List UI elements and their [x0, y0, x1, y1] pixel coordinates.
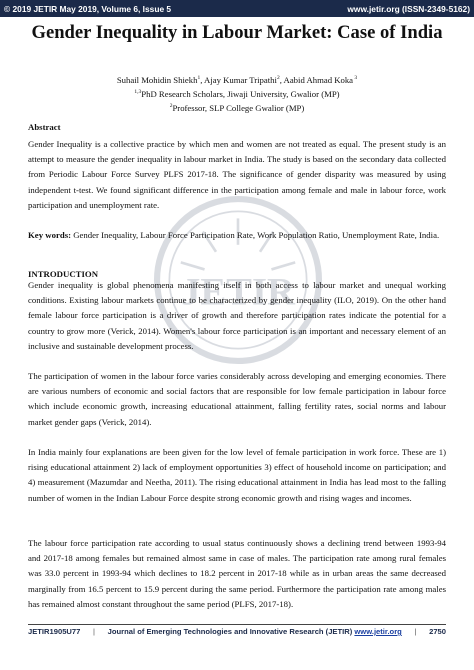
intro-paragraph-2: The participation of women in the labour force varies considerably across developing and emerging economies. There are various numbers of economic and social factors that are responsible for low female participation in labour force which include economic growth, increasing educational attainment, falling fertility rates, social norms and labour market gender gaps (Verick, 2014). — [28, 371, 446, 427]
author-2: , Ajay Kumar Tripathi — [200, 74, 277, 85]
intro-paragraph-4: The labour force participation rate according to usual status continuously shows a declining trend between 1993-94 and 2017-18 among females but remained almost same in case of males. The participation rate among rural females was 33.0 percent in 1993-94 which declines to 18.2 percent in 2017-18 while as in urban areas the same decreased marginally from 16.5 percent to 15.9 percent during the same period. Furthermore the participation rate among males has remained almost constant throughout the same period (PLFS, 2017-18). — [28, 538, 446, 609]
journal-footer — [28, 627, 446, 636]
header-website-issn: www.jetir.org (ISSN-2349-5162) — [347, 3, 470, 14]
footer-journal-text: Journal of Emerging Technologies and Innovative Research (JETIR) — [107, 627, 353, 636]
footer-page-number: 2750 — [429, 627, 446, 636]
footer-website-link[interactable]: www.jetir.org — [354, 627, 402, 636]
author-3: , Aabid Ahmad Koka — [279, 74, 354, 85]
paper-title: Gender Inequality in Labour Market: Case of India — [31, 22, 443, 43]
keywords-text: Gender Inequality, Labour Force Participation Rate, Work Population Ratio, Unemployment Rate, India. — [71, 230, 440, 240]
intro-paragraph-3: In India mainly four explanations are been given for the low level of female participation in work force. These are 1) rising educational attainment 2) lack of employment opportunities 3) effect of household income on participation; and 4) measurement (Mazumdar and Neetha, 2011). The rising educational attainment in India has lead most to the falling number of women in the Indian Labour Force despite strong economic growth and rising wages and incomes. — [28, 447, 446, 503]
author-1-sup: 1 — [197, 75, 201, 81]
intro-paragraph-1: Gender inequality is global phenomena manifesting itself in both access to labour market and unequal working conditions. Existing labour markets continue to be characterized by gender inequality (ILO, 2019). On the other hand female labour force participation is a driver of growth and therefore participation rates indicate the potential for a country to grow more (Verick, 2014). Women's labour force participation is an important and necessary element of an inclusive and sustainable development process. — [28, 280, 446, 351]
watermark-text: JETIR — [180, 270, 296, 314]
abstract-text: Gender Inequality is a collective practice by which men and women are not treated as equal. The present study is an attempt to measure the gender inequality in labour market in India. The study is based on the secondary data collected from Periodic Labour Force Survey PLFS 2017-18. The significance of gender disparity was measured by using independent t-test. We found significant difference in the participation among female and male in labour force, work participation and unemployment rate. — [28, 139, 446, 210]
abstract-heading-text: Abstract — [28, 122, 61, 132]
abstract-heading — [28, 120, 446, 135]
footer-paper-id: JETIR1905U77 — [28, 627, 81, 636]
introduction-heading-text: INTRODUCTION — [28, 269, 99, 279]
keywords — [28, 228, 446, 243]
journal-header-bar — [0, 0, 474, 17]
header-issue-info: © 2019 JETIR May 2019, Volume 6, Issue 5 — [4, 3, 172, 14]
affiliation-2-text: Professor, SLP College Gwalior (MP) — [172, 102, 305, 113]
author-1: Suhail Mohidin Shiekh — [116, 74, 198, 85]
footer-journal-name — [108, 627, 402, 636]
keywords-label: Key words: — [28, 230, 72, 240]
affiliation-2-sup: 2 — [169, 102, 173, 109]
footer-separator-2: | — [414, 627, 417, 636]
footer-separator: | — [93, 627, 95, 636]
footer-rule — [28, 624, 446, 625]
affiliation-2 — [20, 100, 454, 114]
author-3-sup: 3 — [353, 75, 358, 81]
affiliation-1-sup: 1,3 — [134, 88, 142, 95]
author-2-sup: 2 — [276, 75, 280, 81]
affiliation-1 — [20, 86, 454, 100]
affiliation-1-text: PhD Research Scholars, Jiwaji University, Gwalior (MP) — [141, 88, 340, 99]
author-block — [20, 72, 454, 114]
author-names — [20, 72, 454, 86]
